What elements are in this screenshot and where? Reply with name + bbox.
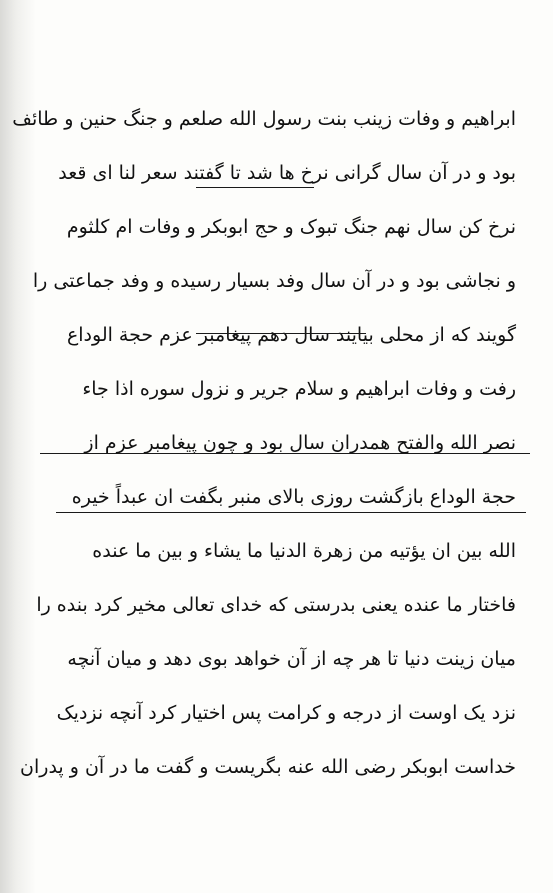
manuscript-line-2: بود و در آن سال گرانی نرخ ها شد تا گفتند سعر لنا ای قعد [58,162,516,184]
manuscript-line-4: و نجاشی بود و در آن سال وفد بسیار رسیده و وفد جماعتی را [32,270,516,292]
emphasis-rule [196,187,314,188]
manuscript-text-block [12,92,516,794]
manuscript-line-13: خداست ابوبکر رضی الله عنه بگریست و گفت ما در آن و پدران [20,756,516,778]
manuscript-line-11: میان زینت دنیا تا هر چه از آن خواهد بوی دهد و میان آنچه [67,648,516,670]
manuscript-line-10: فاختار ما عنده یعنی بدرستی که خدای تعالی مخیر کرد بنده را [36,594,516,616]
manuscript-line-3: نرخ کن سال نهم جنگ تبوک و حج ابوبکر و وفات ام کلثوم [66,216,516,238]
manuscript-line-12: نزد یک اوست از درجه و کرامت پس اختیار کرد آنچه نزدیک [56,702,516,724]
manuscript-line-5: گویند که از محلی بیایند سال دهم پیغامبر عزم حجة الوداع [66,324,516,346]
emphasis-rule [196,333,366,334]
emphasis-rule [40,453,530,454]
emphasis-rule [56,512,526,513]
manuscript-line-1: ابراهیم و وفات زینب بنت رسول الله صلعم و جنگ حنین و طائف [12,108,516,130]
manuscript-line-7: نصر الله والفتح همدران سال بود و چون پیغامبر عزم از [84,432,516,454]
manuscript-line-9: الله بین ان یؤتیه من زهرة الدنیا ما یشاء و بین ما عنده [92,540,516,562]
manuscript-line-6: رفت و وفات ابراهیم و سلام جریر و نزول سوره اذا جاء [82,378,516,400]
manuscript-line-8: حجة الوداع بازگشت روزی بالای منبر بگفت ان عبداً خیره [71,486,516,508]
